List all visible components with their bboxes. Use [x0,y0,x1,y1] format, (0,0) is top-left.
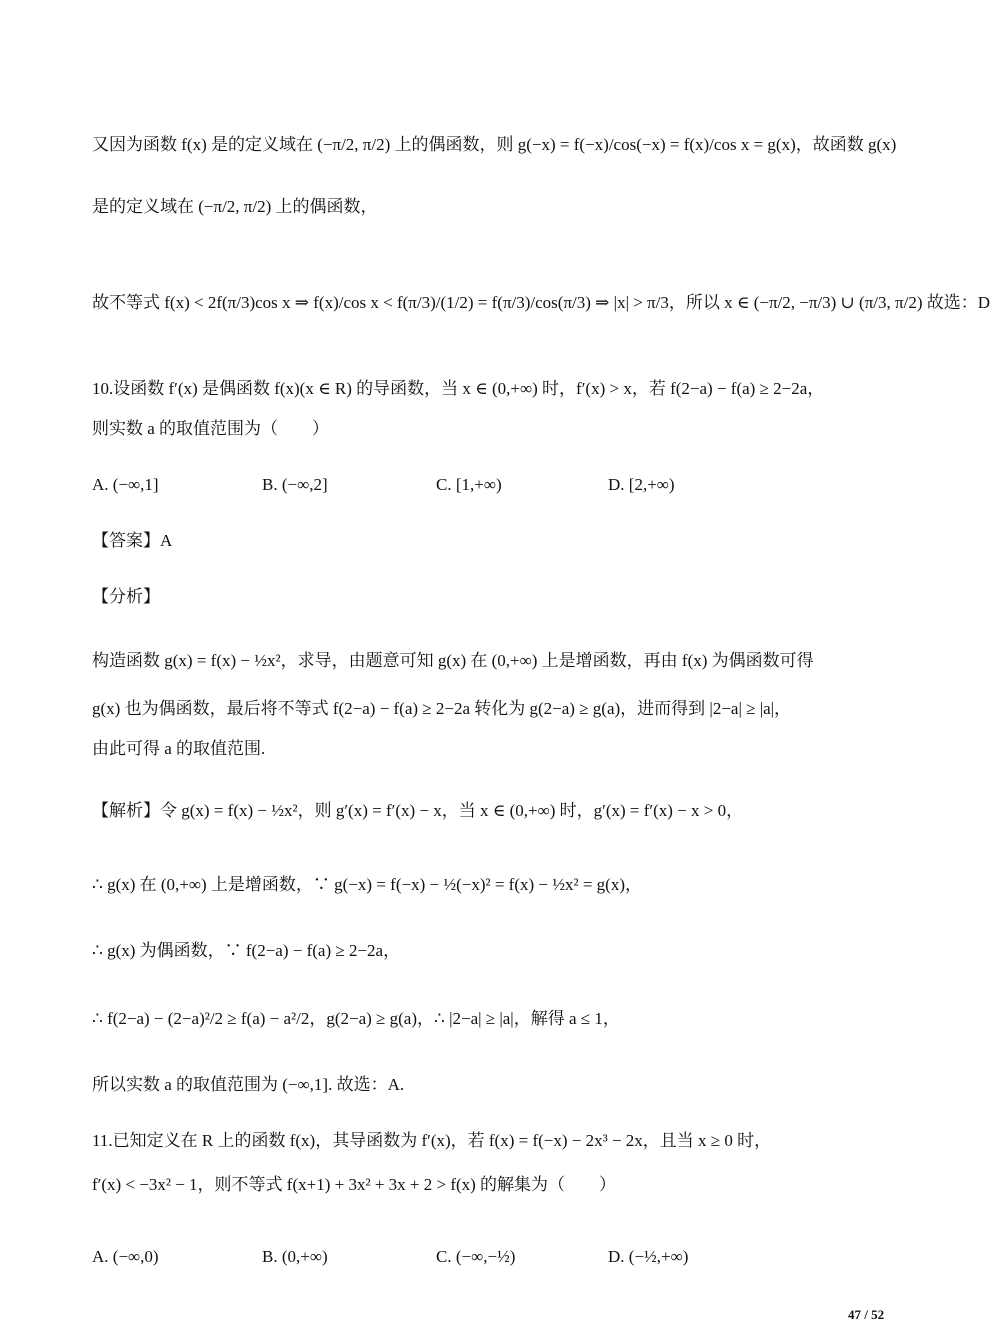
q10-solution-line-1: 【解析】令 g(x) = f(x) − ½x²，则 g′(x) = f′(x) − x，当 x ∈ (0,+∞) 时，g′(x) = f′(x) − x > 0， [92,801,744,820]
q10-solution-line-2: ∴ g(x) 在 (0,+∞) 上是增函数，∵ g(−x) = f(−x) − ½(−x)² = f(x) − ½x² = g(x)， [92,875,642,894]
q11-choice-a: A. (−∞,0) [92,1247,159,1266]
q11-stem-line-2: f′(x) < −3x² − 1，则不等式 f(x+1) + 3x² + 3x + 2 > f(x) 的解集为（ ） [92,1175,617,1194]
q10-answer: 【答案】A [92,531,173,550]
q10-solution-line-3: ∴ g(x) 为偶函数，∵ f(2−a) − f(a) ≥ 2−2a， [92,941,401,960]
q10-choice-a: A. (−∞,1] [92,475,159,494]
page-number: 47 / 52 [848,1307,885,1322]
q10-choice-b: B. (−∞,2] [262,475,328,494]
q11-choice-d: D. (−½,+∞) [608,1247,689,1266]
q11-stem-line-1: 11.已知定义在 R 上的函数 f(x)，其导函数为 f′(x)，若 f(x) = f(−x) − 2x³ − 2x，且当 x ≥ 0 时， [92,1131,772,1150]
q10-choice-d: D. [2,+∞) [608,475,675,494]
q10-solution-line-5: 所以实数 a 的取值范围为 (−∞,1]. 故选：A. [92,1075,405,1094]
q10-solution-line-4: ∴ f(2−a) − (2−a)²/2 ≥ f(a) − a²/2，g(2−a) ≥ g(a)，∴ |2−a| ≥ |a|，解得 a ≤ 1， [92,1009,620,1028]
q10-analysis-line-2: g(x) 也为偶函数，最后将不等式 f(2−a) − f(a) ≥ 2−2a 转化为 g(2−a) ≥ g(a)，进而得到 |2−a| ≥ |a|， [92,699,792,718]
q10-analysis-line-1: 构造函数 g(x) = f(x) − ½x²，求导，由题意可知 g(x) 在 (0,+∞) 上是增函数，再由 f(x) 为偶函数可得 [92,651,814,670]
prev-solution-line-2: 是的定义域在 (−π/2, π/2) 上的偶函数， [92,197,378,216]
q10-analysis-line-3: 由此可得 a 的取值范围. [92,739,266,758]
prev-solution-line-1: 又因为函数 f(x) 是的定义域在 (−π/2, π/2) 上的偶函数，则 g(−x) = f(−x)/cos(−x) = f(x)/cos x = g(x)，故函数 g(x) [92,135,897,154]
q11-choice-c: C. (−∞,−½) [436,1247,516,1266]
q10-choice-c: C. [1,+∞) [436,475,502,494]
q10-stem-line-2: 则实数 a 的取值范围为（ ） [92,419,330,438]
q10-analysis-title: 【分析】 [92,587,160,606]
prev-solution-line-3: 故不等式 f(x) < 2f(π/3)cos x ⇒ f(x)/cos x < f(π/3)/(1/2) = f(π/3)/cos(π/3) ⇒ |x| > π/3，所以 x ∈ (−π/2, −π/3) ∪ (π/3, π/2) 故选：D [92,293,991,312]
q11-choice-b: B. (0,+∞) [262,1247,328,1266]
q10-stem-line-1: 10.设函数 f′(x) 是偶函数 f(x)(x ∈ R) 的导函数，当 x ∈ (0,+∞) 时，f′(x) > x，若 f(2−a) − f(a) ≥ 2−2a， [92,379,825,398]
